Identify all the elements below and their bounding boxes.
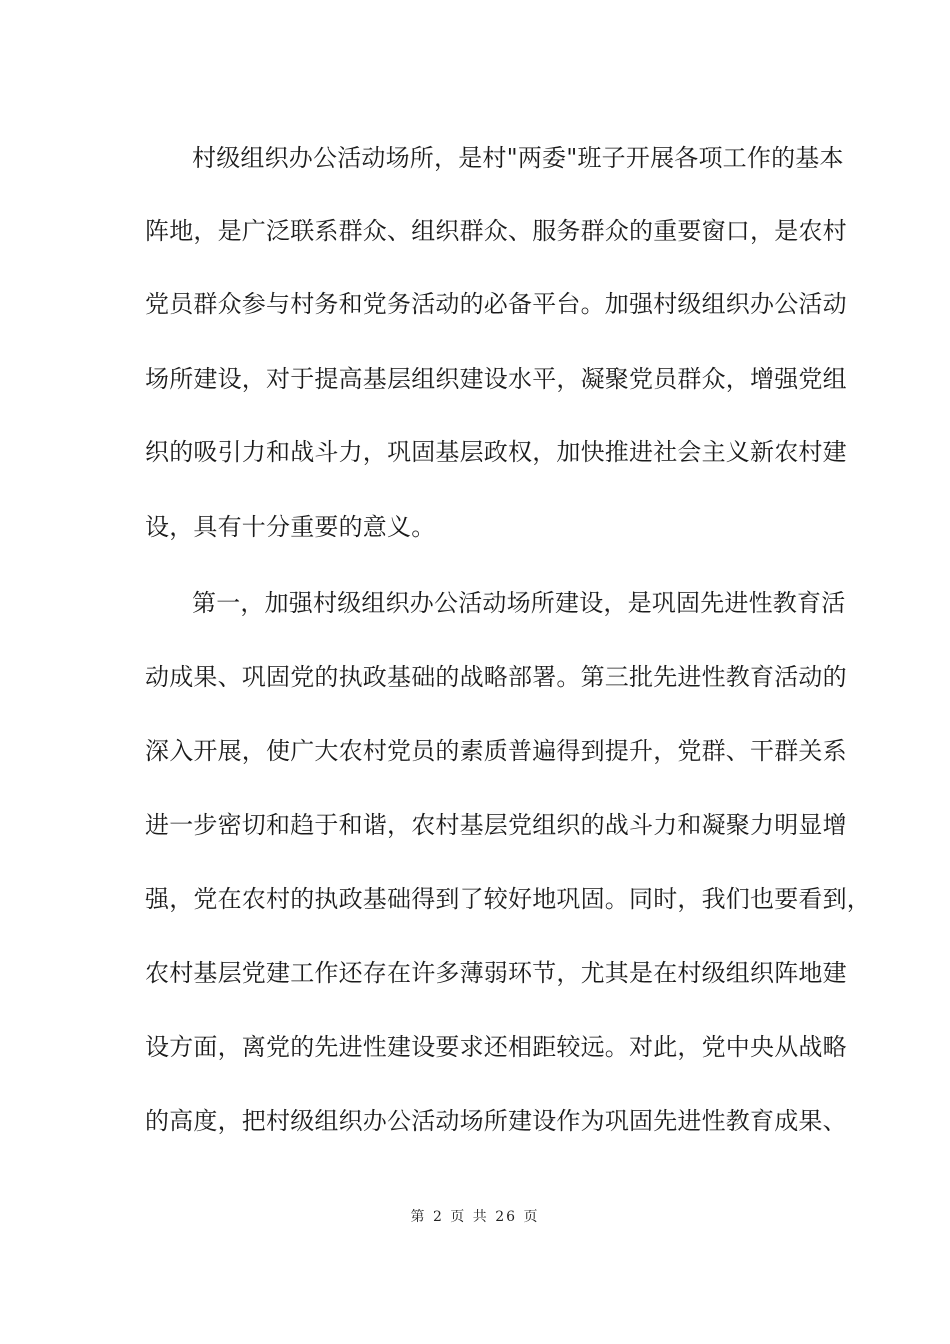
paragraph-2-line-3: 深入开展，使广大农村党员的素质普遍得到提升，党群、干群关系: [145, 737, 847, 765]
paragraph-1-line-5: 织的吸引力和战斗力，巩固基层政权，加快推进社会主义新农村建: [145, 438, 847, 466]
paragraph-2-line-8: 的高度，把村级组织办公活动场所建设作为巩固先进性教育成果、: [145, 1107, 847, 1135]
paragraph-2-line-6: 农村基层党建工作还存在许多薄弱环节，尤其是在村级组织阵地建: [145, 959, 847, 987]
paragraph-1-line-3: 党员群众参与村务和党务活动的必备平台。加强村级组织办公活动: [145, 290, 847, 318]
paragraph-1-line-6: 设，具有十分重要的意义。: [145, 513, 436, 541]
paragraph-1-line-4: 场所建设，对于提高基层组织建设水平，凝聚党员群众，增强党组: [145, 365, 847, 393]
paragraph-1-line-1: 村级组织办公活动场所，是村"两委"班子开展各项工作的基本: [192, 144, 844, 172]
paragraph-2-line-4: 进一步密切和趋于和谐，农村基层党组织的战斗力和凝聚力明显增: [145, 811, 847, 839]
page-footer: 第 2 页 共 26 页: [410, 1209, 540, 1225]
paragraph-2-line-1: 第一，加强村级组织办公活动场所建设，是巩固先进性教育活: [192, 589, 846, 617]
paragraph-2-line-5: 强，党在农村的执政基础得到了较好地巩固。同时，我们也要看到，: [145, 885, 871, 913]
paragraph-1-line-2: 阵地，是广泛联系群众、组织群众、服务群众的重要窗口，是农村: [145, 217, 847, 245]
paragraph-2-line-7: 设方面，离党的先进性建设要求还相距较远。对此，党中央从战略: [145, 1033, 847, 1061]
paragraph-2-line-2: 动成果、巩固党的执政基础的战略部署。第三批先进性教育活动的: [145, 663, 847, 691]
